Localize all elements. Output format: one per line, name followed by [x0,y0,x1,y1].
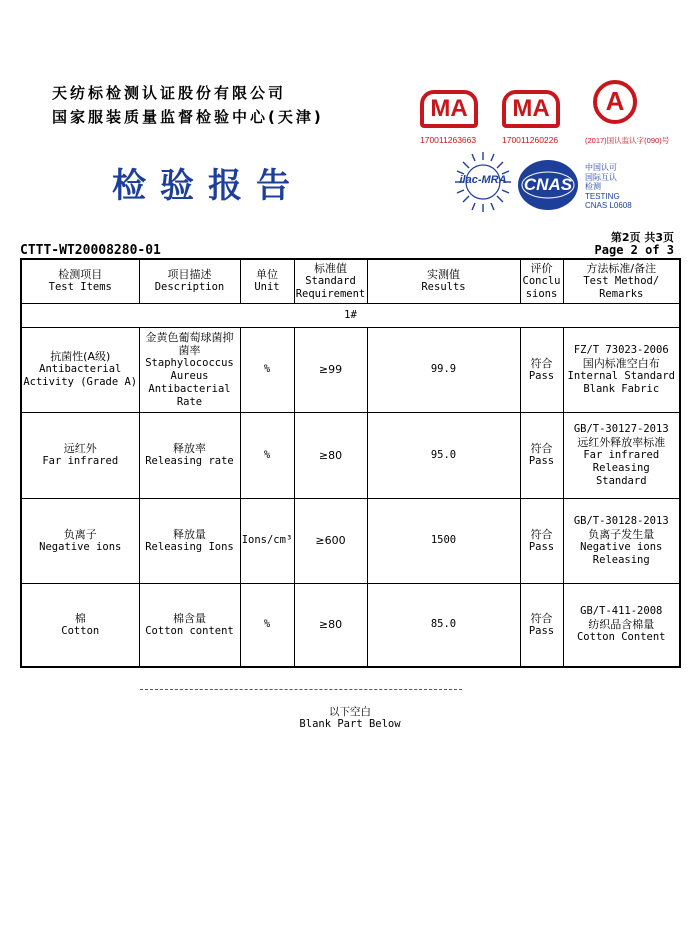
header-test-items: 检测项目 Test Items [21,259,139,303]
cma-logo-1: MA [420,90,478,128]
blank-part-en: Blank Part Below [299,718,401,730]
cal-logo [591,78,639,126]
cell-standard: ≥80 [294,583,367,667]
cell-unit: % [240,412,294,498]
cell-conclusion: 符合 Pass [520,498,563,583]
page-info-cn: 第2页 共3页 [610,231,674,244]
ilac-mra-logo [453,150,513,214]
cnas-caption-line: CNAS L0608 [585,201,632,210]
cell-item: 远红外 Far infrared [21,412,139,498]
cma-number-1: 170011263663 [420,135,477,145]
cell-item: 抗菌性(A级) Antibacterial Activity (Grade A) [21,327,139,412]
cell-result: 95.0 [367,412,520,498]
cell-conclusion: 符合 Pass [520,583,563,667]
cma-logo-2: MA [502,90,560,128]
cell-method: GB/T-30127-2013 远红外释放率标准 Far infrared Releasing Standard [563,412,680,498]
cnas-caption-line: 检测 [585,182,601,191]
header-method: 方法标准/备注 Test Method/ Remarks [563,259,680,303]
table-row [21,498,680,583]
blank-part-cn: 以下空白 [329,706,371,718]
cell-method: GB/T-411-2008 纺织品含棉量 Cotton Content [563,583,680,667]
cell-result: 85.0 [367,583,520,667]
table-row [21,412,680,498]
cell-standard: ≥600 [294,498,367,583]
ilac-mra-text: ilac-MRA [459,174,507,186]
table-row [21,583,680,667]
cell-conclusion: 符合 Pass [520,327,563,412]
cell-result: 99.9 [367,327,520,412]
cell-unit: % [240,327,294,412]
header-description: 项目描述 Description [139,259,240,303]
cnas-text: CNAS [523,175,573,194]
cell-standard: ≥80 [294,412,367,498]
table-row [21,327,680,412]
section-label: 1# [21,303,680,327]
cell-description: 释放量 Releasing Ions [139,498,240,583]
cnas-caption-line: 国际互认 [585,172,617,182]
table-header-row [21,259,680,303]
cal-number: (2017)国认监认字(090)号 [585,136,670,145]
blank-divider [140,689,462,690]
report-number: CTTT-WT20008280-01 [20,243,161,258]
cell-unit: % [240,583,294,667]
cell-method: GB/T-30128-2013 负离子发生量 Negative ions Releasing [563,498,680,583]
cnas-caption [585,163,632,211]
cell-description: 金黄色葡萄球菌抑菌率 Staphylococcus Aureus Antibacterial Rate [139,327,240,412]
cell-item: 负离子 Negative ions [21,498,139,583]
company-name-line2: 国家服装质量监督检验中心(天津) [52,108,324,126]
cal-logo-letter: A [605,86,625,116]
cma-number-2: 170011260226 [502,135,559,145]
cell-description: 释放率 Releasing rate [139,412,240,498]
cell-item: 棉 Cotton [21,583,139,667]
cell-standard: ≥99 [294,327,367,412]
page-info-en: Page 2 of 3 [594,243,674,257]
header-standard: 标准值 Standard Requirement [294,259,367,303]
header-unit: 单位 Unit [240,259,294,303]
cnas-caption-line: 中国认可 [585,163,617,172]
results-table [20,258,681,668]
cell-result: 1500 [367,498,520,583]
report-title: 检验报告 [112,166,304,206]
cnas-caption-line: TESTING [585,191,620,201]
header-results: 实测值 Results [367,259,520,303]
section-row [21,303,680,327]
cnas-logo [515,158,581,212]
company-name-line1: 天纺标检测认证股份有限公司 [52,84,287,102]
cell-conclusion: 符合 Pass [520,412,563,498]
cell-unit: Ions/cm³ [240,498,294,583]
cell-method: FZ/T 73023-2006 国内标准空白布 Internal Standard Blank Fabric [563,327,680,412]
cell-description: 棉含量 Cotton content [139,583,240,667]
header-conclusions: 评价 Conclusions [520,259,563,303]
